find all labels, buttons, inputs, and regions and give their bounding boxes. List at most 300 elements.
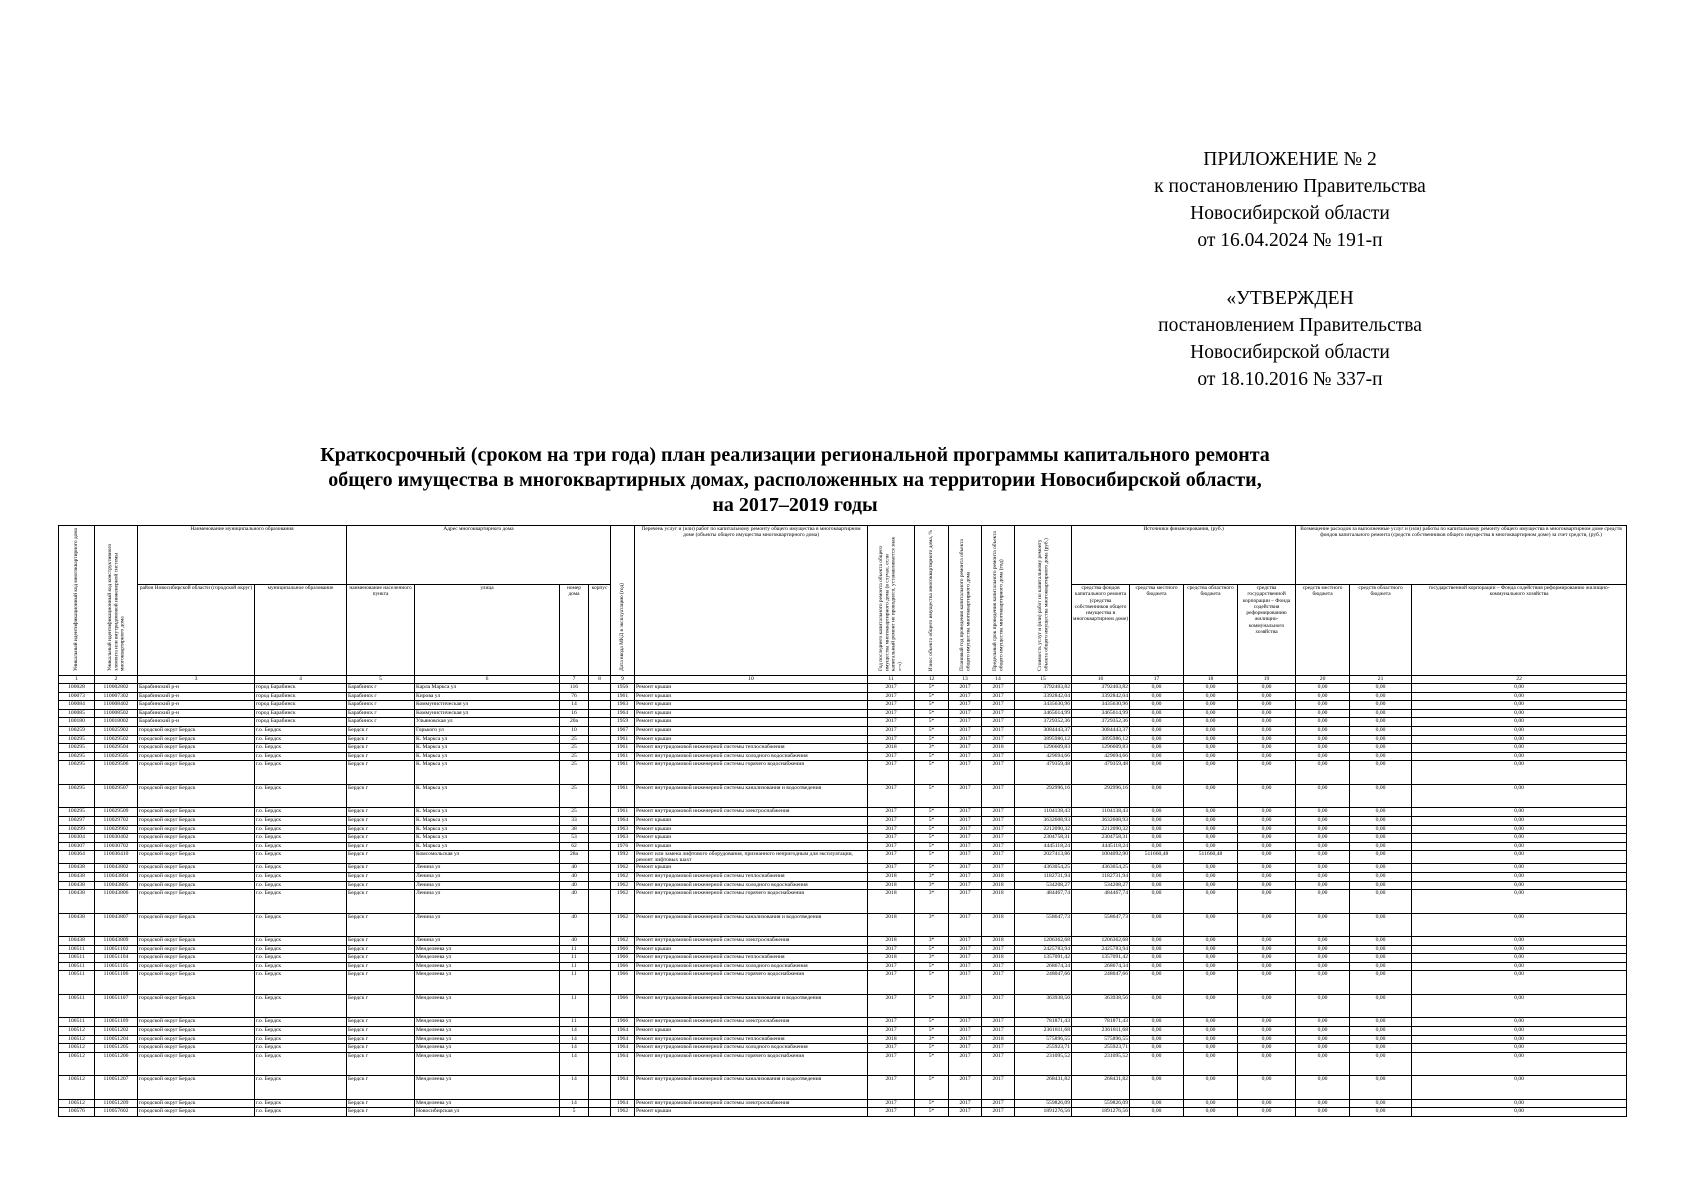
cell-last-repair: 2018: [868, 1035, 915, 1044]
cell-local: 0,00: [1130, 701, 1184, 710]
cell-district: городской округ Бердск: [138, 1044, 255, 1053]
cell-district: городской округ Бердск: [138, 962, 255, 971]
table-row: [59, 752, 1627, 761]
cell-local: 0,00: [1130, 726, 1184, 735]
cell-comp-local: 0,00: [1296, 937, 1350, 946]
cell-house: 76: [560, 692, 589, 701]
cell-id: 100295: [59, 744, 95, 753]
cell-deadline: 2018: [982, 1035, 1015, 1044]
cell-corp: 0,00: [1238, 842, 1296, 851]
cell-comp-local: 0,00: [1296, 808, 1350, 817]
cell-code: 110018002: [95, 718, 138, 727]
header-unique-house-code: Уникальный идентификационный код многоквартирного дома: [59, 526, 95, 676]
cell-street: Менделеева ул: [415, 1076, 560, 1100]
document-title: [180, 443, 1410, 518]
cell-district: городской округ Бердск: [138, 744, 255, 753]
cell-street: Ленина ул: [415, 881, 560, 890]
cell-wear: 3*: [915, 881, 949, 890]
cell-fund: 3435630,96: [1072, 701, 1130, 710]
cell-regional: 0,00: [1184, 701, 1238, 710]
cell-work: Ремонт внутридомовой инженерной системы горячего водоснабжения: [635, 971, 868, 995]
cell-building: [589, 1052, 611, 1076]
cell-comp-reg: 0,00: [1350, 692, 1412, 701]
cell-corp: 0,00: [1238, 709, 1296, 718]
cell-district: городской округ Бердск: [138, 937, 255, 946]
cell-cost: 255923,71: [1015, 1044, 1072, 1053]
column-number: 22: [1412, 676, 1627, 684]
cell-district: городской округ Бердск: [138, 971, 255, 995]
cell-house: 28а: [560, 851, 589, 864]
cell-code: 110029509: [95, 808, 138, 817]
cell-deadline: 2018: [982, 744, 1015, 753]
cell-work: Ремонт крыши: [635, 825, 868, 834]
column-number: 16: [1072, 676, 1130, 684]
cell-year: 1963: [611, 825, 635, 834]
cell-fund: 2304758,31: [1072, 834, 1130, 843]
cell-house: 14: [560, 1076, 589, 1100]
cell-local: 0,00: [1130, 752, 1184, 761]
cell-year: 1961: [611, 692, 635, 701]
cell-deadline: 2017: [982, 726, 1015, 735]
cell-regional: 0,00: [1184, 692, 1238, 701]
cell-house: 53: [560, 834, 589, 843]
cell-street: Кирова ул: [415, 692, 560, 701]
cell-year: 1961: [611, 752, 635, 761]
cell-wear: 3*: [915, 913, 949, 937]
cell-mo: г.о. Бердск: [255, 744, 347, 753]
cell-work: Ремонт внутридомовой инженерной системы горячего водоснабжения: [635, 761, 868, 785]
cell-id: 100084: [59, 701, 95, 710]
cell-house: 25: [560, 808, 589, 817]
cell-cost: 1182731,94: [1015, 872, 1072, 881]
cell-comp-local: 0,00: [1296, 701, 1350, 710]
cell-work: Ремонт крыши: [635, 816, 868, 825]
cell-comp-reg: 0,00: [1350, 808, 1412, 817]
cell-wear: 5*: [915, 851, 949, 864]
cell-comp-local: 0,00: [1296, 718, 1350, 727]
column-number: 7: [560, 676, 589, 684]
cell-local: 0,00: [1130, 1052, 1184, 1076]
cell-street: К. Маркса ул: [415, 752, 560, 761]
cell-work: Ремонт внутридомовой инженерной системы электроснабжения: [635, 808, 868, 817]
cell-deadline: 2017: [982, 1052, 1015, 1076]
cell-work: Ремонт внутридомовой инженерной системы канализования и водоотведения: [635, 1076, 868, 1100]
header-group-financing: Источники финансирования, (руб.): [1072, 526, 1296, 585]
cell-year: 1961: [611, 784, 635, 808]
cell-wear: 5*: [915, 735, 949, 744]
cell-local: 0,00: [1130, 718, 1184, 727]
cell-deadline: 2017: [982, 709, 1015, 718]
table-row: [59, 735, 1627, 744]
cell-comp-local: 0,00: [1296, 1076, 1350, 1100]
cell-local: 0,00: [1130, 735, 1184, 744]
cell-mo: г.о. Бердск: [255, 752, 347, 761]
cell-mo: г.о. Бердск: [255, 954, 347, 963]
cell-plan-year: 2017: [949, 752, 982, 761]
column-number: 5: [347, 676, 415, 684]
cell-comp-reg: 0,00: [1350, 726, 1412, 735]
cell-wear: 3*: [915, 890, 949, 914]
cell-regional: 0,00: [1184, 872, 1238, 881]
cell-local: 0,00: [1130, 971, 1184, 995]
cell-district: Барабинский р-н: [138, 718, 255, 727]
cell-district: городской округ Бердск: [138, 881, 255, 890]
cell-comp-reg: 0,00: [1350, 937, 1412, 946]
table-row: [59, 881, 1627, 890]
cell-plan-year: 2017: [949, 881, 982, 890]
cell-district: городской округ Бердск: [138, 1027, 255, 1036]
cell-house: 40: [560, 937, 589, 946]
cell-plan-year: 2017: [949, 1052, 982, 1076]
cell-comp-reg: 0,00: [1350, 842, 1412, 851]
cell-deadline: 2017: [982, 701, 1015, 710]
cell-id: 100259: [59, 726, 95, 735]
cell-comp-reg: 0,00: [1350, 684, 1412, 693]
cell-comp-corp: 0,00: [1412, 913, 1627, 937]
cell-comp-local: 0,00: [1296, 1099, 1350, 1108]
column-number: 8: [589, 676, 611, 684]
cell-comp-corp: 0,00: [1412, 994, 1627, 1018]
cell-building: [589, 761, 611, 785]
cell-mo: г.о. Бердск: [255, 834, 347, 843]
cell-building: [589, 881, 611, 890]
cell-wear: 5*: [915, 994, 949, 1018]
cell-comp-reg: 0,00: [1350, 954, 1412, 963]
table-row: [59, 709, 1627, 718]
cell-settlement: Бердск г: [347, 1027, 415, 1036]
cell-local: 0,00: [1130, 994, 1184, 1018]
cell-local: 0,00: [1130, 937, 1184, 946]
cell-local: 0,00: [1130, 761, 1184, 785]
cell-comp-corp: 0,00: [1412, 872, 1627, 881]
cell-mo: г.о. Бердск: [255, 851, 347, 864]
cell-cost: 4363054,25: [1015, 864, 1072, 873]
cell-deadline: 2017: [982, 945, 1015, 954]
table-row: [59, 994, 1627, 1018]
cell-building: [589, 726, 611, 735]
cell-local: 0,00: [1130, 1099, 1184, 1108]
cell-mo: г.о. Бердск: [255, 913, 347, 937]
cell-corp: 0,00: [1238, 761, 1296, 785]
cell-code: 110007302: [95, 692, 138, 701]
cell-id: 100511: [59, 1018, 95, 1027]
cell-plan-year: 2017: [949, 808, 982, 817]
table-row: [59, 1044, 1627, 1053]
cell-code: 110036410: [95, 851, 138, 864]
cell-fund: 1004092,90: [1072, 851, 1130, 864]
cell-cost: 3435630,96: [1015, 701, 1072, 710]
cell-code: 110030702: [95, 842, 138, 851]
approved-line-2: постановлением Правительства: [1158, 315, 1422, 336]
cell-mo: г.о. Бердск: [255, 1108, 347, 1117]
cell-code: 110051106: [95, 971, 138, 995]
cell-deadline: 2018: [982, 872, 1015, 881]
cell-plan-year: 2017: [949, 761, 982, 785]
cell-house: 40: [560, 872, 589, 881]
cell-deadline: 2018: [982, 913, 1015, 937]
cell-building: [589, 994, 611, 1018]
cell-comp-corp: 0,00: [1412, 962, 1627, 971]
table-row: [59, 744, 1627, 753]
cell-code: 110029507: [95, 784, 138, 808]
cell-street: Менделеева ул: [415, 1018, 560, 1027]
cell-local: 511660,48: [1130, 851, 1184, 864]
cell-building: [589, 684, 611, 693]
cell-last-repair: 2017: [868, 726, 915, 735]
cell-comp-reg: 0,00: [1350, 1027, 1412, 1036]
header-local-budget: средства местного бюджета: [1130, 585, 1184, 676]
cell-fund: 575896,55: [1072, 1035, 1130, 1044]
cell-code: 110051107: [95, 994, 138, 1018]
cell-year: 1966: [611, 1018, 635, 1027]
cell-comp-local: 0,00: [1296, 962, 1350, 971]
header-group-compensation: Возмещение расходов за выполненные услуг и (или) работы по капитальному ремонту общего имущества в многоквартирном доме средств фондов капитального ремонта (средств собственников общего имущества в многоквартирном доме) за счет средств, (руб.): [1296, 526, 1627, 585]
cell-house: 25: [560, 744, 589, 753]
cell-year: 1956: [611, 684, 635, 693]
cell-fund: 231095,52: [1072, 1052, 1130, 1076]
cell-code: 110051207: [95, 1076, 138, 1100]
cell-last-repair: 2017: [868, 842, 915, 851]
cell-comp-local: 0,00: [1296, 872, 1350, 881]
cell-comp-corp: 0,00: [1412, 1052, 1627, 1076]
cell-comp-reg: 0,00: [1350, 864, 1412, 873]
header-group-address: Адрес многоквартирного дома: [347, 526, 611, 585]
cell-settlement: Бердск г: [347, 872, 415, 881]
cell-id: 100511: [59, 962, 95, 971]
cell-cost: 231095,52: [1015, 1052, 1072, 1076]
cell-comp-corp: 0,00: [1412, 1108, 1627, 1117]
table-row: [59, 834, 1627, 843]
cell-building: [589, 1035, 611, 1044]
cell-comp-corp: 0,00: [1412, 1076, 1627, 1100]
cell-work: Ремонт внутридомовой инженерной системы горячего водоснабжения: [635, 890, 868, 914]
cell-wear: 3*: [915, 744, 949, 753]
cell-building: [589, 937, 611, 946]
cell-last-repair: 2017: [868, 1076, 915, 1100]
cell-building: [589, 816, 611, 825]
cell-deadline: 2017: [982, 1044, 1015, 1053]
cell-regional: 0,00: [1184, 1108, 1238, 1117]
cell-id: 100438: [59, 890, 95, 914]
cell-settlement: Бердск г: [347, 913, 415, 937]
cell-last-repair: 2018: [868, 881, 915, 890]
cell-street: К. Маркса ул: [415, 761, 560, 785]
cell-comp-reg: 0,00: [1350, 718, 1412, 727]
cell-last-repair: 2017: [868, 825, 915, 834]
header-commission-year: Дата ввода МКД в эксплуатацию (год): [611, 526, 635, 676]
cell-work: Ремонт крыши: [635, 864, 868, 873]
cell-building: [589, 825, 611, 834]
cell-comp-local: 0,00: [1296, 735, 1350, 744]
cell-district: городской округ Бердск: [138, 784, 255, 808]
cell-settlement: Бердск г: [347, 1099, 415, 1108]
cell-mo: г.о. Бердск: [255, 945, 347, 954]
cell-settlement: Барабинск г: [347, 701, 415, 710]
cell-regional: 511660,48: [1184, 851, 1238, 864]
cell-mo: г.о. Бердск: [255, 962, 347, 971]
table-row: [59, 1018, 1627, 1027]
cell-id: 100512: [59, 1052, 95, 1076]
cell-fund: 4363054,25: [1072, 864, 1130, 873]
cell-comp-local: 0,00: [1296, 913, 1350, 937]
cell-comp-corp: 0,00: [1412, 851, 1627, 864]
cell-settlement: Бердск г: [347, 954, 415, 963]
cell-district: городской округ Бердск: [138, 945, 255, 954]
cell-settlement: Бердск г: [347, 962, 415, 971]
cell-comp-corp: 0,00: [1412, 701, 1627, 710]
cell-corp: 0,00: [1238, 1018, 1296, 1027]
cell-settlement: Бердск г: [347, 726, 415, 735]
cell-code: 110057602: [95, 1108, 138, 1117]
cell-cost: 4445118,24: [1015, 842, 1072, 851]
cell-building: [589, 954, 611, 963]
cell-last-repair: 2017: [868, 1099, 915, 1108]
cell-fund: 781871,43: [1072, 1018, 1130, 1027]
cell-settlement: Бердск г: [347, 1076, 415, 1100]
cell-comp-corp: 0,00: [1412, 709, 1627, 718]
cell-street: Комсомольская ул: [415, 851, 560, 864]
cell-building: [589, 872, 611, 881]
cell-plan-year: 2017: [949, 962, 982, 971]
cell-last-repair: 2017: [868, 1018, 915, 1027]
cell-settlement: Барабинск г: [347, 684, 415, 693]
cell-fund: 558647,73: [1072, 913, 1130, 937]
cell-mo: г.о. Бердск: [255, 1076, 347, 1100]
cell-work: Ремонт внутридомовой инженерной системы теплоснабжения: [635, 872, 868, 881]
cell-cost: 363938,56: [1015, 994, 1072, 1018]
cell-id: 100511: [59, 945, 95, 954]
cell-id: 100576: [59, 1108, 95, 1117]
cell-regional: 0,00: [1184, 825, 1238, 834]
cell-last-repair: 2017: [868, 834, 915, 843]
cell-building: [589, 744, 611, 753]
cell-plan-year: 2017: [949, 872, 982, 881]
cell-corp: 0,00: [1238, 971, 1296, 995]
cell-work: Ремонт внутридомовой инженерной системы канализования и водоотведения: [635, 913, 868, 937]
cell-fund: 1182731,94: [1072, 872, 1130, 881]
cell-id: 100085: [59, 709, 95, 718]
cell-settlement: Бердск г: [347, 851, 415, 864]
cell-building: [589, 1099, 611, 1108]
cell-house: 14: [560, 1099, 589, 1108]
cell-district: городской округ Бердск: [138, 808, 255, 817]
cell-corp: 0,00: [1238, 784, 1296, 808]
cell-code: 110043809: [95, 937, 138, 946]
table-row: [59, 761, 1627, 785]
cell-id: 100438: [59, 872, 95, 881]
cell-fund: 3392842,04: [1072, 692, 1130, 701]
cell-code: 110029702: [95, 816, 138, 825]
cell-house: 11: [560, 962, 589, 971]
cell-regional: 0,00: [1184, 735, 1238, 744]
cell-comp-local: 0,00: [1296, 954, 1350, 963]
cell-mo: г.о. Бердск: [255, 881, 347, 890]
cell-comp-corp: 0,00: [1412, 718, 1627, 727]
cell-work: Ремонт внутридомовой инженерной системы теплоснабжения: [635, 954, 868, 963]
cell-year: 1962: [611, 890, 635, 914]
header-plan-year: Плановый год проведения капитального ремонта объекта общего имущества многоквартирного дома: [949, 526, 982, 676]
cell-comp-corp: 0,00: [1412, 890, 1627, 914]
cell-deadline: 2017: [982, 735, 1015, 744]
cell-comp-reg: 0,00: [1350, 834, 1412, 843]
cell-plan-year: 2017: [949, 1099, 982, 1108]
cell-id: 100438: [59, 937, 95, 946]
cell-house: 11: [560, 954, 589, 963]
cell-id: 100511: [59, 994, 95, 1018]
cell-house: 11: [560, 994, 589, 1018]
cell-local: 0,00: [1130, 1018, 1184, 1027]
cell-last-repair: 2017: [868, 851, 915, 864]
cell-year: 1962: [611, 864, 635, 873]
cell-mo: г.о. Бердск: [255, 864, 347, 873]
cell-local: 0,00: [1130, 834, 1184, 843]
cell-settlement: Барабинск г: [347, 718, 415, 727]
cell-fund: 292996,16: [1072, 784, 1130, 808]
cell-last-repair: 2017: [868, 735, 915, 744]
cell-comp-reg: 0,00: [1350, 825, 1412, 834]
cell-street: Менделеева ул: [415, 954, 560, 963]
cell-plan-year: 2017: [949, 692, 982, 701]
cell-plan-year: 2017: [949, 1018, 982, 1027]
cell-cost: 3084443,37: [1015, 726, 1072, 735]
table-row: [59, 726, 1627, 735]
cell-settlement: Бердск г: [347, 971, 415, 995]
cell-comp-reg: 0,00: [1350, 1052, 1412, 1076]
approved-block: [1120, 285, 1460, 393]
cell-year: 1961: [611, 744, 635, 753]
cell-regional: 0,00: [1184, 994, 1238, 1018]
cell-house: 11: [560, 1018, 589, 1027]
cell-code: 110051105: [95, 962, 138, 971]
cell-settlement: Бердск г: [347, 890, 415, 914]
cell-cost: 2212090,32: [1015, 825, 1072, 834]
cell-regional: 0,00: [1184, 834, 1238, 843]
cell-fund: 1296609,83: [1072, 744, 1130, 753]
cell-fund: 3895986,12: [1072, 735, 1130, 744]
cell-comp-local: 0,00: [1296, 825, 1350, 834]
cell-settlement: Бердск г: [347, 761, 415, 785]
cell-id: 100295: [59, 761, 95, 785]
cell-id: 100180: [59, 718, 95, 727]
cell-regional: 0,00: [1184, 816, 1238, 825]
cell-corp: 0,00: [1238, 913, 1296, 937]
cell-comp-local: 0,00: [1296, 864, 1350, 873]
cell-work: Ремонт внутридомовой инженерной системы теплоснабжения: [635, 1035, 868, 1044]
title-line-1: Краткосрочный (сроком на три года) план реализации региональной программы капитального ремонта: [320, 444, 1270, 466]
cell-corp: 0,00: [1238, 825, 1296, 834]
cell-mo: г.о. Бердск: [255, 1027, 347, 1036]
table-body: [59, 684, 1627, 1117]
cell-building: [589, 718, 611, 727]
cell-settlement: Бердск г: [347, 735, 415, 744]
cell-comp-local: 0,00: [1296, 890, 1350, 914]
column-number: 12: [915, 676, 949, 684]
cell-street: К. Маркса ул: [415, 735, 560, 744]
cell-corp: 0,00: [1238, 1044, 1296, 1053]
cell-building: [589, 913, 611, 937]
table-row: [59, 971, 1627, 995]
cell-street: К. Маркса ул: [415, 784, 560, 808]
cell-building: [589, 735, 611, 744]
cell-work: Ремонт внутридомовой инженерной системы канализования и водоотведения: [635, 784, 868, 808]
cell-plan-year: 2017: [949, 735, 982, 744]
cell-cost: 484467,74: [1015, 890, 1072, 914]
cell-mo: г.о. Бердск: [255, 825, 347, 834]
cell-building: [589, 808, 611, 817]
cell-last-repair: 2017: [868, 864, 915, 873]
cell-work: Ремонт внутридомовой инженерной системы теплоснабжения: [635, 744, 868, 753]
cell-district: городской округ Бердск: [138, 1108, 255, 1117]
